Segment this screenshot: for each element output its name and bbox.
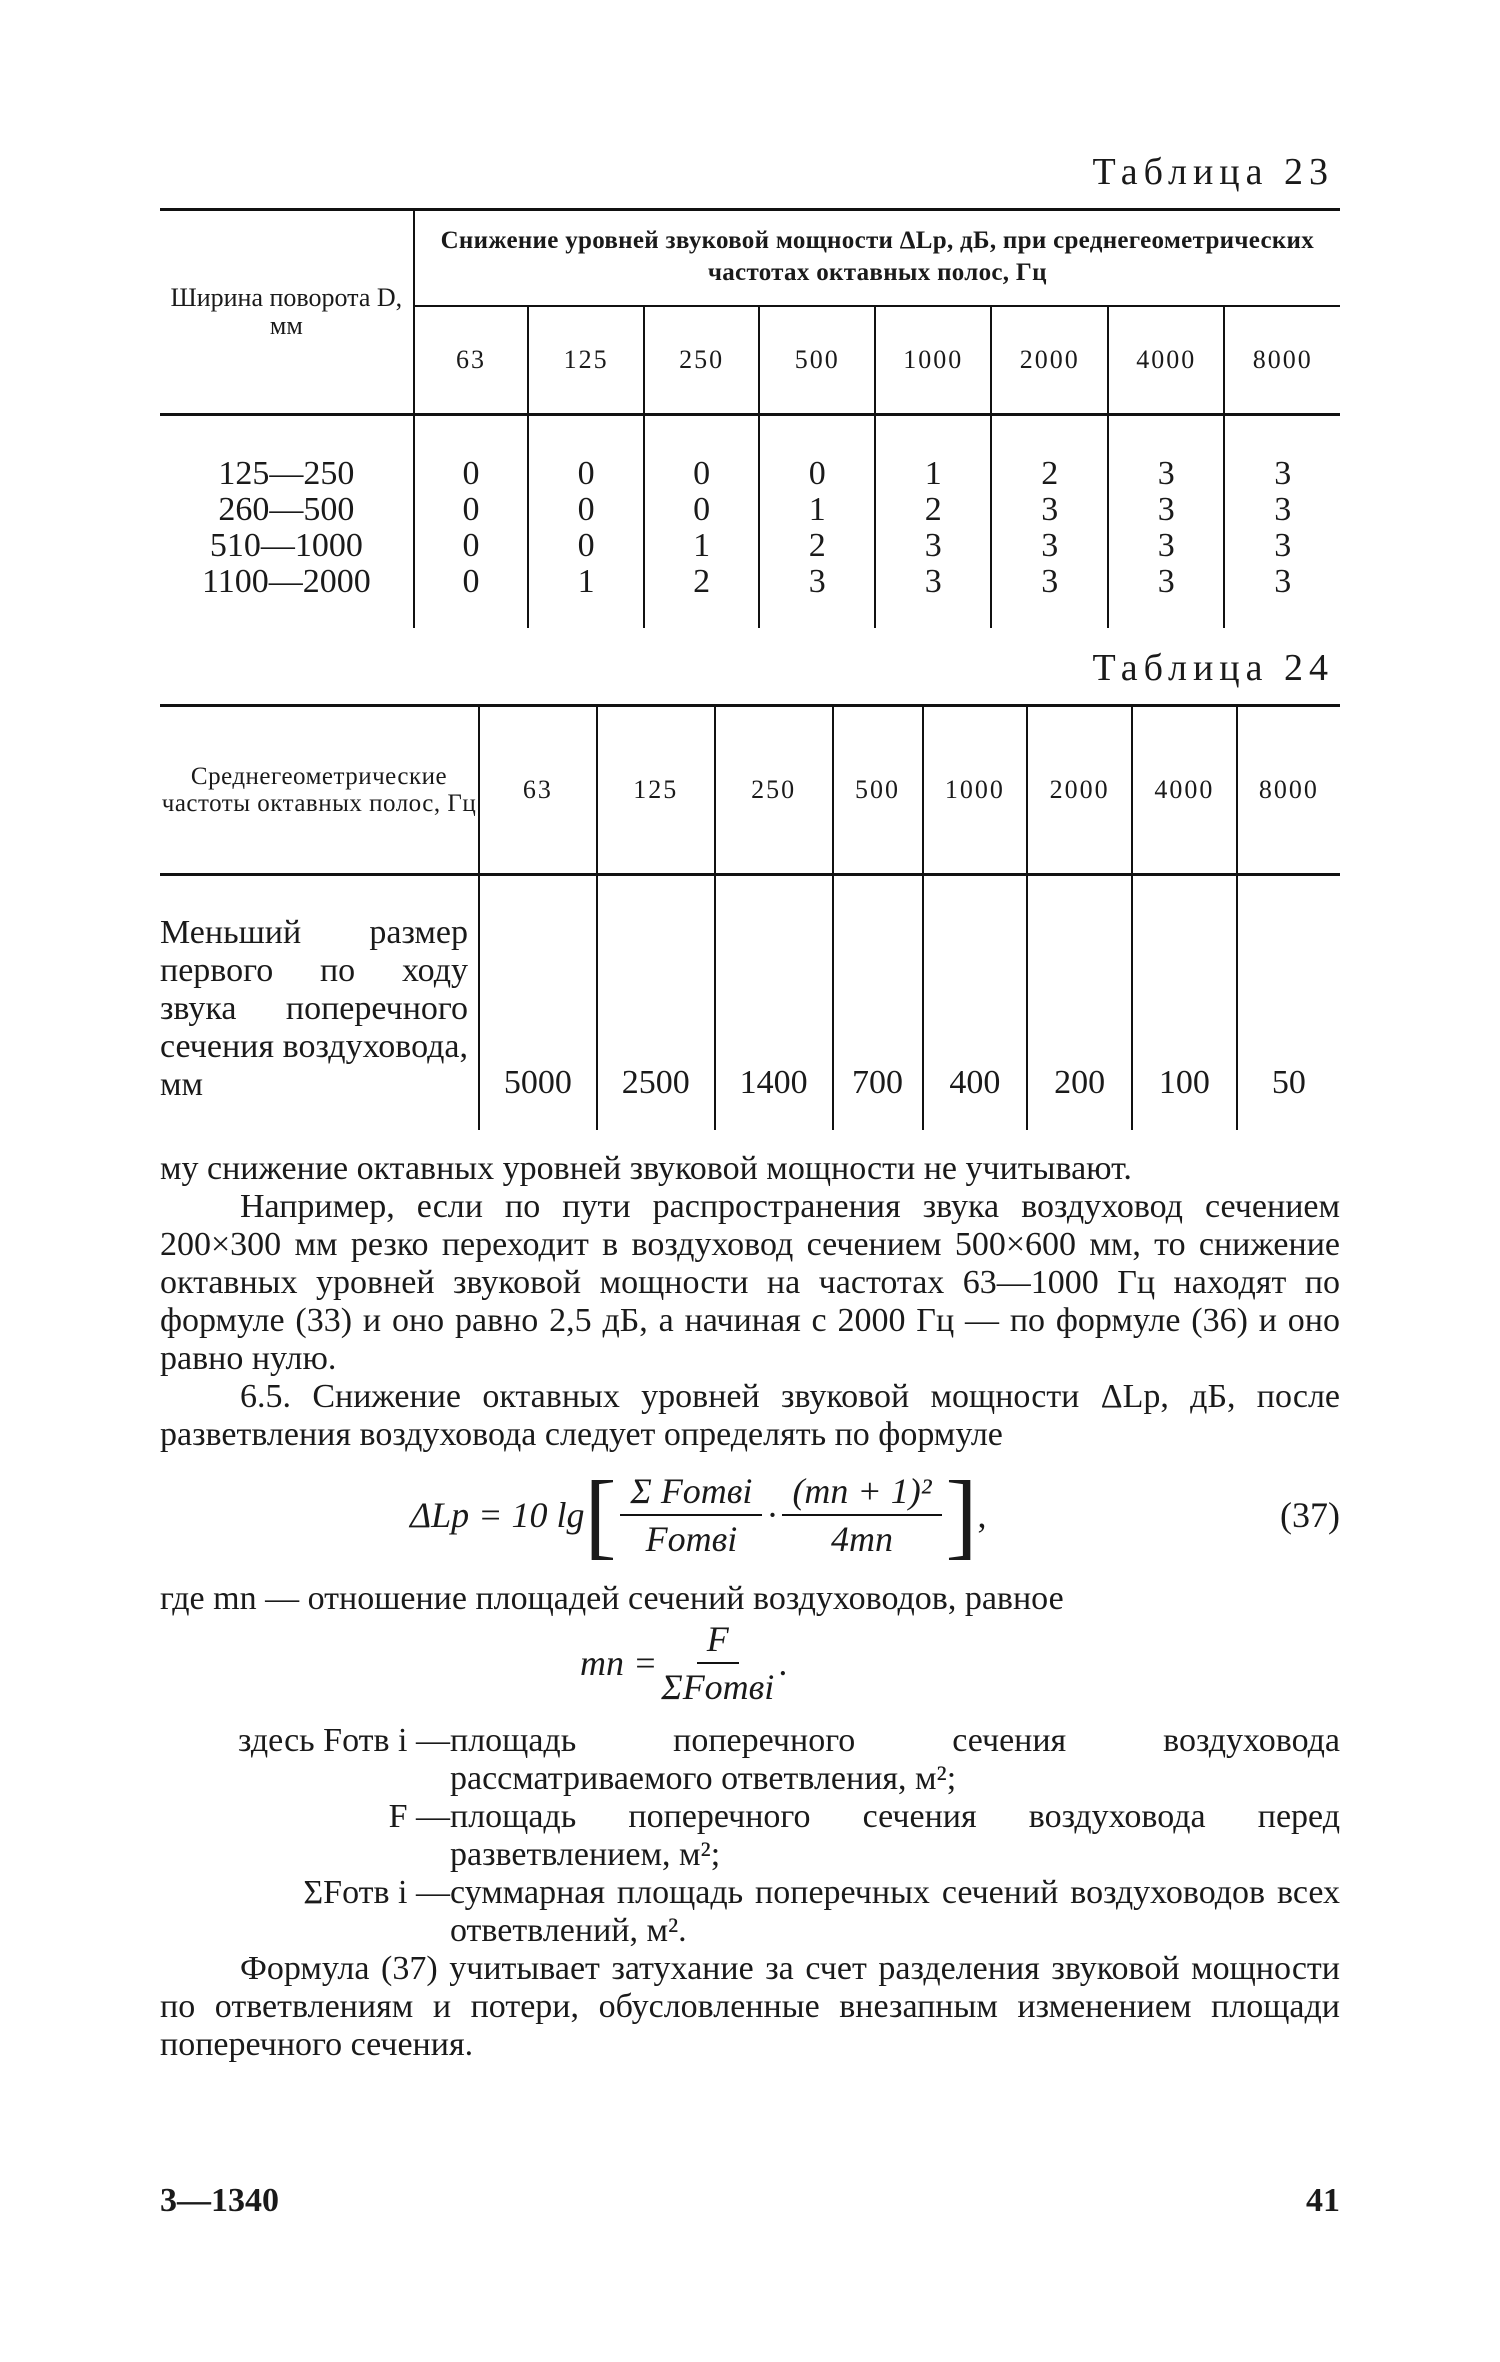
definition-term: ΣFотв i — bbox=[303, 1874, 450, 1911]
table23-cell: 3 bbox=[924, 563, 942, 600]
definition-desc: площадь поперечного сечения воздуховода перед разветвлением, м²; bbox=[450, 1798, 1340, 1873]
fraction-numerator: Σ Fотвi bbox=[620, 1470, 762, 1516]
table23-cell: 0 bbox=[462, 527, 480, 564]
table23-col-4000 bbox=[1108, 415, 1225, 629]
paragraph-6-5: 6.5. Снижение октавных уровней звуковой мощности ΔLp, дБ, после разветвления воздуховода следует определять по формуле bbox=[160, 1378, 1340, 1453]
table23-col-125 bbox=[528, 415, 644, 629]
fraction-numerator: F bbox=[697, 1618, 739, 1664]
paragraph-example: Например, если по пути распространения звука воздуховод сечением 200×300 мм резко переходит в воздуховод сечением 500×600 мм, то снижение октавных уровней звуковой мощности на частотах 63—1000 Гц находят по формуле (33) и оно равно 2,5 дБ, а начиная с 2000 Гц — по формуле (36) и оно равно нулю. bbox=[160, 1188, 1340, 1377]
table24-freq: 500 bbox=[833, 706, 923, 875]
formula-mn-fraction bbox=[661, 1618, 774, 1708]
table23-col-250 bbox=[644, 415, 760, 629]
footer-signature: 3—1340 bbox=[160, 2182, 279, 2219]
page bbox=[160, 150, 1340, 2064]
table23-cell: 3 bbox=[1041, 563, 1059, 600]
table23-left-header: Ширина поворота D, мм bbox=[160, 210, 414, 415]
definition-row bbox=[160, 1798, 1340, 1874]
formula-mn-dot: . bbox=[778, 1643, 788, 1683]
table23-col-2000 bbox=[991, 415, 1108, 629]
table23-col-63 bbox=[414, 415, 529, 629]
table23-cell: 1 bbox=[693, 527, 711, 564]
table23-top-header: Снижение уровней звуковой мощности ΔLр, дБ, при среднегеометрических частотах октавных полос, Гц bbox=[414, 210, 1340, 307]
left-bracket: [ bbox=[584, 1461, 617, 1568]
table23-cell: 3 bbox=[1041, 527, 1059, 564]
table24-left-header: Среднегеометрические частоты октавных полос, Гц bbox=[160, 706, 479, 875]
table23-freq: 500 bbox=[759, 306, 875, 415]
table23-freq: 2000 bbox=[991, 306, 1108, 415]
formula37-fraction-1 bbox=[620, 1470, 762, 1560]
table23-cell: 0 bbox=[577, 491, 595, 528]
definition-term: здесь Fотв i — bbox=[238, 1722, 450, 1759]
fraction-denominator: 4mn bbox=[830, 1519, 893, 1559]
table23-cell: 3 bbox=[1274, 491, 1292, 528]
table23-row-label: 1100—2000 bbox=[201, 563, 371, 600]
table23-cell: 3 bbox=[924, 527, 942, 564]
equation-number: (37) bbox=[1280, 1495, 1340, 1535]
table23-row-labels bbox=[160, 415, 414, 629]
table24-freq: 2000 bbox=[1027, 706, 1132, 875]
paragraph-where: где mn — отношение площадей сечений воздуховодов, равное bbox=[160, 1580, 1064, 1617]
table23-row-label: 260—500 bbox=[218, 491, 355, 528]
table23-cell: 3 bbox=[1157, 491, 1175, 528]
table23-cell: 0 bbox=[462, 455, 480, 492]
table23-cell: 3 bbox=[1274, 455, 1292, 492]
table24-freq: 4000 bbox=[1132, 706, 1237, 875]
table23-cell: 0 bbox=[462, 563, 480, 600]
formula37-fraction-2 bbox=[782, 1470, 941, 1560]
definition-desc: суммарная площадь поперечных сечений воздуховодов всех ответвлений, м². bbox=[450, 1874, 1340, 1949]
table23-cell: 0 bbox=[808, 455, 826, 492]
table23-cell: 0 bbox=[693, 491, 711, 528]
table23-col-1000 bbox=[875, 415, 992, 629]
table23-cell: 2 bbox=[924, 491, 942, 528]
table23-cell: 0 bbox=[693, 455, 711, 492]
table23-freq: 4000 bbox=[1108, 306, 1225, 415]
table24-freq: 8000 bbox=[1237, 706, 1340, 875]
table23-freq: 8000 bbox=[1224, 306, 1340, 415]
formula37-lhs: ΔLp = 10 lg bbox=[410, 1495, 585, 1535]
table23-cell: 0 bbox=[577, 527, 595, 564]
table23-freq: 125 bbox=[528, 306, 644, 415]
table24-cell: 200 bbox=[1027, 875, 1132, 1131]
table23-cell: 3 bbox=[1157, 527, 1175, 564]
table23-cell: 2 bbox=[808, 527, 826, 564]
fraction-numerator: (mn + 1)² bbox=[782, 1470, 941, 1516]
table23-row-label: 125—250 bbox=[218, 455, 355, 492]
definition-row bbox=[160, 1874, 1340, 1950]
formula-mn bbox=[160, 1618, 1340, 1722]
definition-term: F — bbox=[388, 1798, 450, 1835]
table24-cell: 400 bbox=[923, 875, 1028, 1131]
table24-cell: 5000 bbox=[479, 875, 597, 1131]
table24-cell: 1400 bbox=[715, 875, 833, 1131]
table23-cell: 1 bbox=[808, 491, 826, 528]
table23-cell: 3 bbox=[808, 563, 826, 600]
table23-caption: Таблица 23 bbox=[1092, 151, 1334, 193]
table23-cell: 3 bbox=[1157, 455, 1175, 492]
paragraph-formula-note: Формула (37) учитывает затухание за счет разделения звуковой мощности по ответвлениям и потери, обусловленные внезапным изменением площади поперечного сечения. bbox=[160, 1950, 1340, 2063]
table24-cell: 2500 bbox=[597, 875, 715, 1131]
table24-cell: 50 bbox=[1271, 1064, 1306, 1101]
table23-col-500 bbox=[759, 415, 875, 629]
table24-caption: Таблица 24 bbox=[1092, 647, 1334, 689]
fraction-denominator: ΣFотвi bbox=[661, 1667, 775, 1707]
table23-freq: 250 bbox=[644, 306, 760, 415]
table23-cell: 2 bbox=[1041, 455, 1059, 492]
table24-row-label: Меньший размер первого по ходу звука поперечного сечения воздуховода, мм bbox=[160, 875, 479, 1131]
table23-cell: 3 bbox=[1274, 563, 1292, 600]
table23-cell: 3 bbox=[1041, 491, 1059, 528]
table24-freq: 63 bbox=[479, 706, 597, 875]
page-number: 41 bbox=[1306, 2182, 1340, 2219]
page-footer bbox=[160, 2182, 1340, 2220]
formula37-comma: , bbox=[977, 1495, 987, 1535]
definition-row bbox=[160, 1722, 1340, 1798]
table23-row-label: 510—1000 bbox=[209, 527, 363, 564]
paragraph-continuation: му снижение октавных уровней звуковой мощности не учитывают. bbox=[160, 1150, 1132, 1187]
table24-freq: 125 bbox=[597, 706, 715, 875]
table23-col-8000 bbox=[1224, 415, 1340, 629]
table23-cell: 3 bbox=[1274, 527, 1292, 564]
formula-mn-lhs: mn = bbox=[580, 1643, 658, 1683]
table23-cell: 3 bbox=[1157, 563, 1175, 600]
table24-freq: 250 bbox=[715, 706, 833, 875]
table23-cell: 0 bbox=[462, 491, 480, 528]
definition-desc: площадь поперечного сечения воздуховода рассматриваемого ответвления, м²; bbox=[450, 1722, 1340, 1797]
table23-cell: 1 bbox=[924, 455, 942, 492]
formula-37 bbox=[160, 1461, 1340, 1574]
table24-cell: 100 bbox=[1132, 875, 1237, 1131]
table23-freq: 1000 bbox=[875, 306, 992, 415]
table24 bbox=[160, 704, 1340, 1130]
fraction-denominator: Fотвi bbox=[645, 1519, 738, 1559]
table23 bbox=[160, 208, 1340, 628]
definitions-list bbox=[160, 1722, 1340, 1950]
table24-freq: 1000 bbox=[923, 706, 1028, 875]
table23-cell: 2 bbox=[693, 563, 711, 600]
table23-cell: 1 bbox=[577, 563, 595, 600]
right-bracket: ] bbox=[945, 1461, 978, 1568]
formula37-dot: · bbox=[766, 1495, 779, 1535]
table23-cell: 0 bbox=[577, 455, 595, 492]
table24-cell: 700 bbox=[833, 875, 923, 1131]
table23-freq: 63 bbox=[414, 306, 529, 415]
